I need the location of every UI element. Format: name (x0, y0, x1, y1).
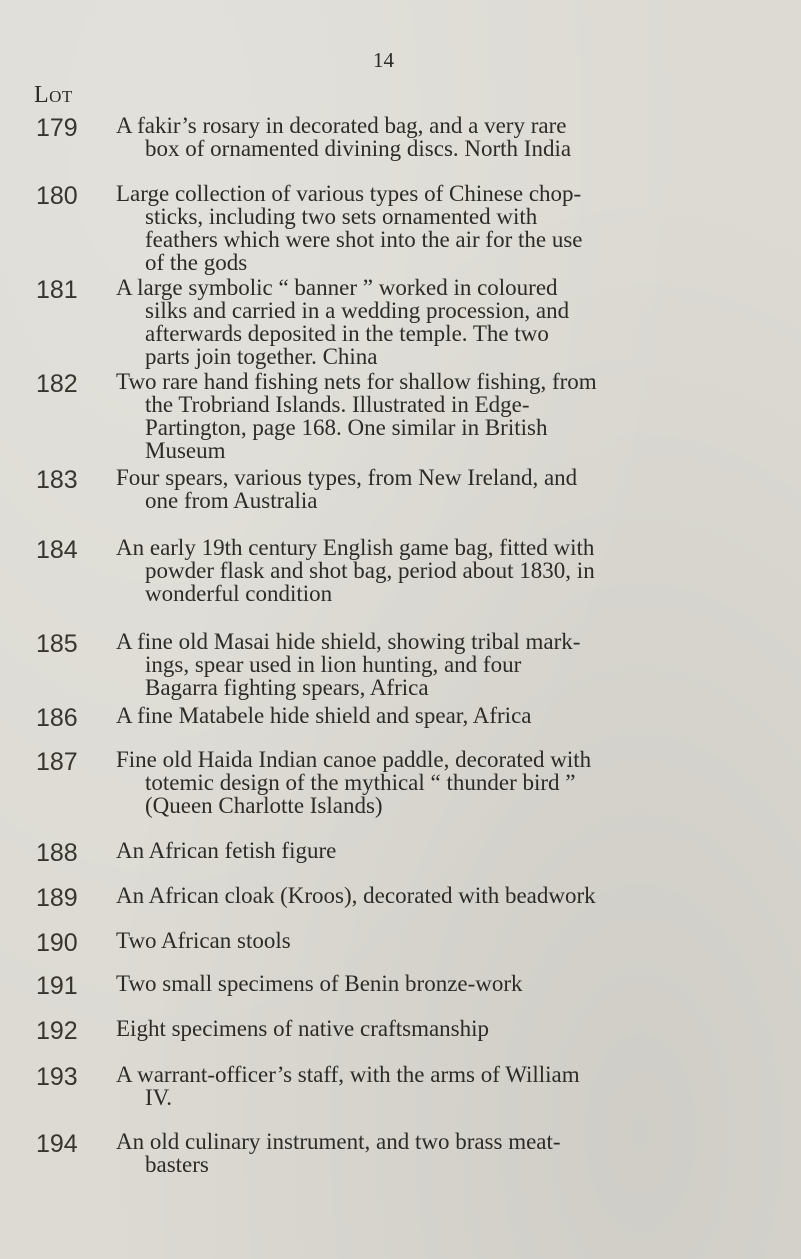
lot-description-line: Fine old Haida Indian canoe paddle, decorated with (116, 747, 592, 772)
lot-description (116, 370, 776, 462)
lot-description-line: basters (145, 1152, 209, 1177)
lot-number: 185 (36, 630, 78, 658)
lot-description (116, 466, 776, 512)
lot-description-line: An African fetish figure (116, 838, 337, 863)
lot-description-line: A fine old Masai hide shield, showing tribal mark- (116, 629, 581, 654)
lot-number: 191 (36, 972, 78, 1000)
lot-number: 189 (36, 884, 78, 912)
lot-description-line: powder flask and shot bag, period about 1830, in (145, 558, 595, 583)
lot-description-line: Two African stools (116, 928, 291, 953)
lot-number: 186 (36, 704, 78, 732)
lot-description-line: An African cloak (Kroos), decorated with beadwork (116, 883, 596, 908)
lot-description-line: totemic design of the mythical “ thunder bird ” (145, 770, 576, 795)
lot-description-line: Four spears, various types, from New Ireland, and (116, 465, 578, 490)
lot-description-line: A fine Matabele hide shield and spear, Africa (116, 703, 532, 728)
lot-description-line: (Queen Charlotte Islands) (145, 793, 383, 818)
lot-number: 181 (36, 276, 78, 304)
lot-description (116, 884, 776, 907)
lot-column-header: Lot (34, 82, 73, 108)
lot-description (116, 182, 776, 274)
lot-description-line: Large collection of various types of Chinese chop- (116, 181, 582, 206)
lot-description-line: Eight specimens of native craftsmanship (116, 1016, 490, 1041)
lot-description-line: of the gods (145, 250, 248, 275)
lot-number: 180 (36, 182, 78, 210)
lot-description-line: A fakir’s rosary in decorated bag, and a very rare (116, 113, 567, 138)
lot-number: 179 (36, 114, 78, 142)
lot-number: 182 (36, 370, 78, 398)
lot-description-line: afterwards deposited in the temple. The two (145, 321, 549, 346)
lot-description-line: ings, spear used in lion hunting, and four (145, 652, 522, 677)
lot-number: 194 (36, 1130, 78, 1158)
page-number: 14 (373, 48, 394, 72)
lot-description (116, 972, 776, 995)
lot-description (116, 1130, 776, 1176)
lot-description (116, 536, 776, 605)
lot-description-line: Museum (145, 438, 226, 463)
lot-number: 187 (36, 748, 78, 776)
lot-number: 188 (36, 839, 78, 867)
lot-description-line: feathers which were shot into the air for the use (145, 227, 583, 252)
lot-description-line: one from Australia (145, 488, 318, 513)
lot-description-line: sticks, including two sets ornamented with (145, 204, 538, 229)
lot-description-line: Two small specimens of Benin bronze-work (116, 971, 523, 996)
lot-number: 193 (36, 1063, 78, 1091)
lot-description (116, 748, 776, 817)
lot-description (116, 1017, 776, 1040)
lot-number: 184 (36, 536, 78, 564)
lot-description-line: Partington, page 168. One similar in British (145, 415, 548, 440)
lot-description-line: wonderful condition (145, 581, 333, 606)
lot-description (116, 114, 776, 160)
lot-description-line: IV. (145, 1085, 173, 1110)
lot-description-line: A large symbolic “ banner ” worked in coloured (116, 275, 558, 300)
lot-description (116, 704, 776, 727)
lot-description-line: the Trobriand Islands. Illustrated in Edge- (145, 392, 530, 417)
lot-description-line: Bagarra fighting spears, Africa (145, 675, 429, 700)
lot-number: 190 (36, 929, 78, 957)
lot-description-line: silks and carried in a wedding procession, and (145, 298, 570, 323)
lot-description-line: box of ornamented divining discs. North India (145, 136, 572, 161)
lot-description (116, 1063, 776, 1109)
lot-number: 192 (36, 1017, 78, 1045)
lot-description-line: An early 19th century English game bag, fitted with (116, 535, 595, 560)
lot-description-line: Two rare hand fishing nets for shallow fishing, from (116, 369, 597, 394)
lot-description (116, 929, 776, 952)
lot-description-line: An old culinary instrument, and two brass meat- (116, 1129, 561, 1154)
lot-number: 183 (36, 466, 78, 494)
lot-description-line: parts join together. China (145, 344, 378, 369)
lot-description (116, 839, 776, 862)
lot-description (116, 630, 776, 699)
lot-description (116, 276, 776, 368)
lot-description-line: A warrant-officer’s staff, with the arms of William (116, 1062, 580, 1087)
